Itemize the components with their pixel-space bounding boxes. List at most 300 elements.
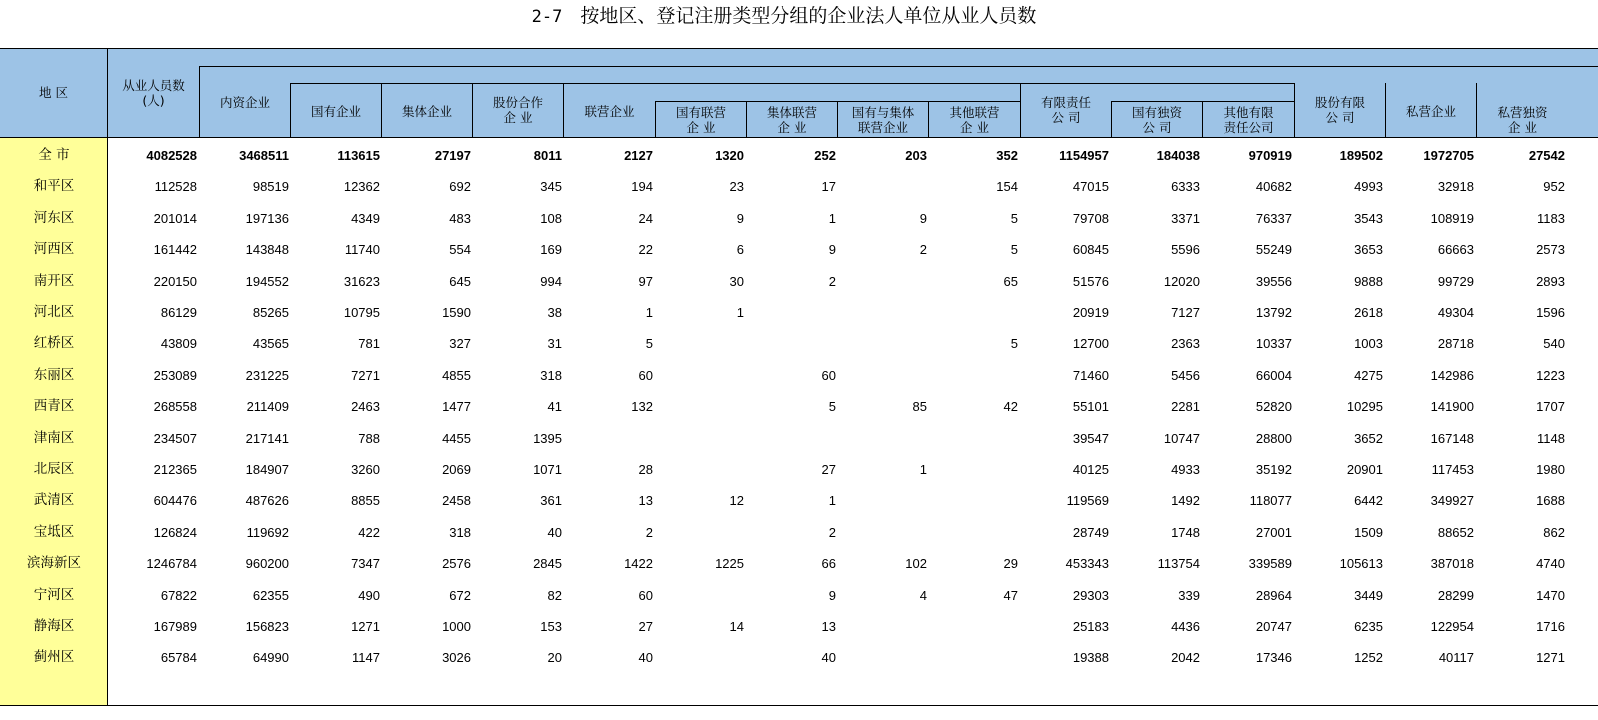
cell-private: 99729 <box>1437 273 1474 289</box>
cell-state-joint: 12 <box>729 493 744 509</box>
cell-joint-stock: 2618 <box>1354 305 1383 320</box>
region-name: 河东区 <box>33 209 75 226</box>
cell-joint-stock: 20901 <box>1346 462 1383 477</box>
cell-limited-liability: 20919 <box>1072 305 1109 320</box>
cell-state-joint <box>656 360 744 391</box>
cell-collective-joint: 9 <box>828 587 836 603</box>
cell-joint: 13 <box>638 493 653 509</box>
table-row <box>0 171 1598 202</box>
cell-domestic: 64990 <box>252 650 289 666</box>
cell-joint-stock: 189502 <box>1339 148 1383 163</box>
cell-state-sole: 12020 <box>1163 273 1200 289</box>
table-row-total <box>0 140 1598 171</box>
cell-collective-joint: 17 <box>821 179 836 195</box>
cell-private: 49304 <box>1437 305 1474 320</box>
cell-joint-stock: 105613 <box>1339 556 1383 572</box>
cell-limited-liability: 25183 <box>1072 619 1109 634</box>
cell-state-sole: 184038 <box>1156 148 1200 163</box>
cell-other-limited: 970919 <box>1248 148 1292 163</box>
cell-joint-stock: 1003 <box>1354 336 1383 352</box>
cell-other-limited: 339589 <box>1248 556 1292 572</box>
cell-private-sole: 1596 <box>1536 305 1565 320</box>
cell-domestic: 3468511 <box>239 148 289 163</box>
cell-collective: 27197 <box>434 148 471 163</box>
cell-state-collective-joint: 4 <box>919 587 927 603</box>
region-name: 武清区 <box>33 492 75 509</box>
region-name: 全 市 <box>38 147 70 163</box>
cell-collective: 692 <box>449 179 471 195</box>
cell-joint-stock: 1252 <box>1354 650 1383 666</box>
cell-state-collective-joint <box>839 642 927 673</box>
cell-total: 234507 <box>153 430 197 446</box>
cell-state-joint: 30 <box>729 273 744 289</box>
cell-collective-joint: 27 <box>821 462 836 477</box>
cell-collective-joint: 5 <box>828 399 836 415</box>
cell-state-owned: 10795 <box>343 305 380 320</box>
cell-other-limited: 35192 <box>1255 462 1292 477</box>
cell-private-sole: 540 <box>1543 336 1565 352</box>
cell-state-owned: 422 <box>358 524 380 540</box>
cell-collective-joint: 1 <box>828 210 836 226</box>
table-row <box>0 454 1598 485</box>
cell-limited-liability: 28749 <box>1072 524 1109 540</box>
cell-other-joint: 352 <box>996 148 1018 163</box>
cell-total: 126824 <box>153 524 197 540</box>
header-level1-line <box>199 66 1598 67</box>
cell-other-limited: 55249 <box>1255 242 1292 258</box>
cell-state-owned: 3260 <box>351 462 380 477</box>
cell-state-sole: 4933 <box>1171 462 1200 477</box>
cell-collective: 4855 <box>442 367 471 383</box>
region-name: 静海区 <box>33 618 75 634</box>
cell-other-joint: 5 <box>1010 210 1018 226</box>
cell-state-owned: 113615 <box>337 148 380 163</box>
cell-limited-liability: 1154957 <box>1059 148 1109 163</box>
region-name: 和平区 <box>33 178 75 195</box>
cell-limited-liability: 71460 <box>1072 367 1109 383</box>
cell-state-sole: 1748 <box>1171 524 1200 540</box>
cell-private: 28718 <box>1437 336 1474 352</box>
cell-state-sole: 339 <box>1178 587 1200 603</box>
table-bottom-border <box>0 705 1598 706</box>
cell-joint: 132 <box>631 399 653 415</box>
cell-collective: 483 <box>449 210 471 226</box>
table-row <box>0 203 1598 234</box>
cell-joint: 60 <box>638 367 653 383</box>
cell-private: 142986 <box>1430 367 1474 383</box>
header-other-joint: 其他联营 企 业 <box>949 104 1000 135</box>
cell-shareholding-coop: 38 <box>547 305 562 320</box>
cell-private-sole: 952 <box>1543 179 1565 195</box>
cell-other-joint <box>930 454 1018 485</box>
region-name: 河北区 <box>33 304 75 320</box>
cell-limited-liability: 12700 <box>1072 336 1109 352</box>
cell-private: 108919 <box>1430 210 1474 226</box>
table-row <box>0 485 1598 516</box>
cell-collective: 2069 <box>442 462 471 477</box>
cell-shareholding-coop: 994 <box>540 273 562 289</box>
cell-state-sole: 4436 <box>1171 619 1200 634</box>
cell-joint-stock: 10295 <box>1346 399 1383 415</box>
cell-collective: 318 <box>449 524 471 540</box>
cell-state-joint: 9 <box>736 210 744 226</box>
cell-state-joint <box>656 391 744 422</box>
cell-domestic: 197136 <box>245 210 289 226</box>
region-name: 河西区 <box>33 241 75 258</box>
cell-joint <box>565 423 653 454</box>
cell-state-joint <box>656 517 744 548</box>
cell-shareholding-coop: 153 <box>540 619 562 634</box>
cell-shareholding-coop: 41 <box>547 399 562 415</box>
cell-collective: 554 <box>449 242 471 258</box>
cell-state-collective-joint <box>839 360 927 391</box>
cell-collective-joint: 60 <box>821 367 836 383</box>
cell-private: 88652 <box>1437 524 1474 540</box>
cell-other-joint <box>930 611 1018 642</box>
cell-private: 387018 <box>1430 556 1474 572</box>
cell-collective: 672 <box>449 587 471 603</box>
cell-joint-stock: 1509 <box>1354 524 1383 540</box>
cell-domestic: 119692 <box>246 524 289 540</box>
table-row <box>0 580 1598 611</box>
cell-collective: 2576 <box>442 556 471 572</box>
cell-joint-stock: 3543 <box>1354 210 1383 226</box>
header-joint: 联营企业 <box>584 103 635 119</box>
cell-joint-stock: 9888 <box>1354 273 1383 289</box>
cell-limited-liability: 51576 <box>1072 273 1109 289</box>
cell-state-joint <box>656 423 744 454</box>
cell-state-collective-joint <box>839 171 927 202</box>
cell-joint-stock: 4275 <box>1354 367 1383 383</box>
cell-private: 28299 <box>1437 587 1474 603</box>
cell-domestic: 98519 <box>252 179 289 195</box>
cell-collective: 1477 <box>442 399 471 415</box>
cell-total: 268558 <box>153 399 197 415</box>
cell-state-joint: 1 <box>736 305 744 320</box>
cell-joint-stock: 4993 <box>1354 179 1383 195</box>
cell-other-joint: 29 <box>1003 556 1018 572</box>
cell-collective: 1590 <box>442 305 471 320</box>
cell-joint: 5 <box>645 336 653 352</box>
cell-state-owned: 1271 <box>351 619 380 634</box>
cell-state-joint: 1320 <box>715 148 744 163</box>
cell-state-sole: 10747 <box>1163 430 1200 446</box>
cell-joint-stock: 6235 <box>1354 619 1383 634</box>
cell-other-limited: 13792 <box>1255 305 1292 320</box>
cell-other-limited: 28800 <box>1255 430 1292 446</box>
header-domestic: 内资企业 <box>219 94 270 110</box>
cell-shareholding-coop: 20 <box>547 650 562 666</box>
cell-collective-joint: 2 <box>828 524 836 540</box>
header-state-collective-joint: 国有与集体 联营企业 <box>851 104 915 135</box>
table-title-text: 按地区、登记注册类型分组的企业法人单位从业人员数 <box>580 5 1037 27</box>
header-collective: 集体企业 <box>401 103 452 119</box>
header-level2-line <box>290 83 1294 84</box>
cell-state-collective-joint: 203 <box>905 148 927 163</box>
table-row <box>0 297 1598 328</box>
region-name: 津南区 <box>33 429 75 446</box>
cell-joint: 2 <box>645 524 653 540</box>
region-name: 宁河区 <box>33 586 75 603</box>
cell-state-owned: 7347 <box>351 556 380 572</box>
cell-shareholding-coop: 1071 <box>533 462 562 477</box>
cell-other-joint <box>930 485 1018 516</box>
cell-state-sole: 2042 <box>1171 650 1200 666</box>
cell-domestic: 211409 <box>246 399 289 415</box>
cell-state-collective-joint: 1 <box>919 462 927 477</box>
table-row <box>0 517 1598 548</box>
cell-private: 349927 <box>1430 493 1474 509</box>
cell-domestic: 217141 <box>245 430 289 446</box>
cell-state-collective-joint <box>839 611 927 642</box>
cell-other-joint <box>930 642 1018 673</box>
header-state-joint: 国有联营 企 业 <box>675 104 726 135</box>
header-other-limited: 其他有限 责任公司 <box>1223 104 1274 135</box>
cell-other-limited: 40682 <box>1255 179 1292 195</box>
cell-state-owned: 7271 <box>351 367 380 383</box>
cell-state-owned: 1147 <box>352 650 380 666</box>
cell-joint: 24 <box>638 210 653 226</box>
table-row <box>0 360 1598 391</box>
cell-collective-joint: 66 <box>821 556 836 572</box>
cell-total: 86129 <box>160 305 197 320</box>
cell-total: 161442 <box>153 242 197 258</box>
cell-private-sole: 27542 <box>1528 148 1565 163</box>
header-region: 地 区 <box>39 85 68 100</box>
cell-state-joint <box>656 580 744 611</box>
table-row <box>0 266 1598 297</box>
cell-state-collective-joint: 9 <box>919 210 927 226</box>
cell-limited-liability: 55101 <box>1072 399 1109 415</box>
cell-private-sole: 4740 <box>1536 556 1565 572</box>
cell-other-limited: 10337 <box>1255 336 1292 352</box>
cell-private: 66663 <box>1437 242 1474 258</box>
header-limited-liability: 有限责任 公 司 <box>1040 95 1091 125</box>
cell-state-sole: 5596 <box>1171 242 1200 258</box>
cell-collective: 3026 <box>442 650 471 666</box>
cell-state-collective-joint <box>839 328 927 359</box>
cell-limited-liability: 60845 <box>1072 242 1109 258</box>
cell-joint: 27 <box>638 619 653 634</box>
cell-other-joint: 5 <box>1010 242 1018 258</box>
cell-state-sole: 7127 <box>1171 305 1200 320</box>
cell-private-sole: 2893 <box>1536 273 1565 289</box>
cell-collective-joint: 252 <box>814 148 836 163</box>
cell-collective-joint <box>747 297 836 328</box>
table-row <box>0 548 1598 579</box>
cell-state-collective-joint <box>839 517 927 548</box>
cell-other-limited: 27001 <box>1255 524 1292 540</box>
cell-state-owned: 12362 <box>343 179 380 195</box>
cell-shareholding-coop: 345 <box>540 179 562 195</box>
cell-state-sole: 6333 <box>1171 179 1200 195</box>
cell-other-limited: 20747 <box>1255 619 1292 634</box>
cell-domestic: 43565 <box>252 336 289 352</box>
cell-state-sole: 2281 <box>1171 399 1200 415</box>
cell-state-collective-joint <box>839 423 927 454</box>
cell-private-sole: 1980 <box>1536 462 1565 477</box>
table-row <box>0 391 1598 422</box>
cell-state-collective-joint <box>839 485 927 516</box>
cell-shareholding-coop: 318 <box>540 367 562 383</box>
cell-other-limited: 28964 <box>1255 587 1292 603</box>
cell-other-limited: 52820 <box>1255 399 1292 415</box>
cell-total: 201014 <box>153 210 197 226</box>
cell-joint: 60 <box>638 587 653 603</box>
cell-shareholding-coop: 31 <box>547 336 562 352</box>
cell-shareholding-coop: 108 <box>540 210 562 226</box>
cell-state-joint: 1225 <box>715 556 744 572</box>
cell-domestic: 156823 <box>245 619 289 634</box>
cell-private-sole: 1688 <box>1536 493 1565 509</box>
cell-joint: 22 <box>638 242 653 258</box>
table-row <box>0 642 1598 673</box>
cell-total: 43809 <box>160 336 197 352</box>
cell-collective-joint: 1 <box>828 493 836 509</box>
cell-collective: 2458 <box>442 493 471 509</box>
cell-joint: 40 <box>638 650 653 666</box>
cell-limited-liability: 453343 <box>1065 556 1109 572</box>
cell-private: 167148 <box>1430 430 1474 446</box>
cell-private-sole: 2573 <box>1536 242 1565 258</box>
cell-shareholding-coop: 2845 <box>533 556 562 572</box>
cell-private-sole: 1148 <box>1537 430 1565 446</box>
cell-private-sole: 1716 <box>1536 619 1565 634</box>
cell-domestic: 143848 <box>245 242 289 258</box>
cell-shareholding-coop: 82 <box>547 587 562 603</box>
cell-limited-liability: 29303 <box>1072 587 1109 603</box>
cell-state-owned: 4349 <box>351 210 380 226</box>
cell-collective: 645 <box>449 273 471 289</box>
cell-joint: 1422 <box>624 556 653 572</box>
cell-state-sole: 5456 <box>1171 367 1200 383</box>
header-joint-stock: 股份有限 公 司 <box>1314 95 1365 125</box>
cell-limited-liability: 119569 <box>1066 493 1109 509</box>
region-name: 西青区 <box>33 398 75 415</box>
cell-total: 4082528 <box>146 148 197 163</box>
cell-shareholding-coop: 40 <box>547 524 562 540</box>
cell-domestic: 62355 <box>252 587 289 603</box>
cell-other-joint: 65 <box>1003 273 1018 289</box>
cell-collective-joint: 2 <box>828 273 836 289</box>
cell-domestic: 487626 <box>245 493 289 509</box>
cell-joint: 194 <box>631 179 653 195</box>
cell-total: 604476 <box>153 493 197 509</box>
cell-state-sole: 1492 <box>1171 493 1200 509</box>
cell-private-sole: 1470 <box>1536 587 1565 603</box>
cell-joint: 1 <box>645 305 653 320</box>
cell-limited-liability: 47015 <box>1072 179 1109 195</box>
cell-collective-joint: 40 <box>821 650 836 666</box>
cell-other-joint: 154 <box>996 179 1018 195</box>
header-bottom-border <box>0 137 1598 138</box>
cell-total: 167989 <box>153 619 197 634</box>
cell-state-owned: 11740 <box>344 242 380 258</box>
cell-total: 212365 <box>153 462 197 477</box>
data-table <box>0 48 1598 708</box>
cell-other-limited: 118077 <box>1249 493 1292 509</box>
cell-joint-stock: 6442 <box>1354 493 1383 509</box>
cell-private-sole: 1271 <box>1536 650 1565 666</box>
cell-collective: 4455 <box>442 430 471 446</box>
cell-state-owned: 31623 <box>343 273 380 289</box>
cell-joint: 28 <box>638 462 653 477</box>
cell-private: 32918 <box>1437 179 1474 195</box>
cell-other-limited: 39556 <box>1255 273 1292 289</box>
cell-joint: 97 <box>638 273 653 289</box>
cell-domestic: 85265 <box>252 305 289 320</box>
header-state-sole: 国有独资 公 司 <box>1131 104 1182 135</box>
cell-state-joint: 6 <box>736 242 744 258</box>
cell-domestic: 184907 <box>245 462 289 477</box>
cell-state-joint <box>656 642 744 673</box>
cell-shareholding-coop: 1395 <box>533 430 562 446</box>
cell-state-joint: 23 <box>729 179 744 195</box>
cell-shareholding-coop: 361 <box>540 493 562 509</box>
cell-private-sole: 1707 <box>1536 399 1565 415</box>
cell-state-joint <box>656 454 744 485</box>
cell-private-sole: 1223 <box>1536 367 1565 383</box>
cell-other-joint: 42 <box>1003 399 1018 415</box>
cell-private: 1972705 <box>1423 148 1474 163</box>
table-row <box>0 234 1598 265</box>
cell-state-owned: 490 <box>358 587 380 603</box>
cell-total: 65784 <box>160 650 197 666</box>
cell-other-limited: 76337 <box>1255 210 1292 226</box>
header-state-owned: 国有企业 <box>310 103 361 119</box>
cell-domestic: 960200 <box>245 556 289 572</box>
cell-joint-stock: 3449 <box>1354 587 1383 603</box>
cell-total: 253089 <box>153 367 197 383</box>
table-row <box>0 423 1598 454</box>
region-name: 红桥区 <box>33 335 75 352</box>
table-number: 2-7 <box>531 7 563 27</box>
header-private-sole: 私营独资 企 业 <box>1497 104 1548 135</box>
cell-state-owned: 781 <box>358 336 380 352</box>
cell-other-limited: 66004 <box>1255 367 1292 383</box>
cell-collective-joint <box>747 423 836 454</box>
region-name: 北辰区 <box>33 461 75 477</box>
cell-state-owned: 8855 <box>351 493 380 509</box>
cell-joint-stock: 3653 <box>1354 242 1383 258</box>
cell-limited-liability: 39547 <box>1072 430 1109 446</box>
region-name: 东丽区 <box>33 366 75 383</box>
cell-other-joint <box>930 360 1018 391</box>
cell-total: 112528 <box>154 179 197 195</box>
cell-collective: 327 <box>449 336 471 352</box>
cell-state-sole: 113754 <box>1157 556 1200 572</box>
cell-state-joint: 14 <box>729 619 744 634</box>
cell-total: 1246784 <box>146 556 197 572</box>
cell-private: 141900 <box>1430 399 1474 415</box>
cell-limited-liability: 79708 <box>1072 210 1109 226</box>
cell-domestic: 231225 <box>245 367 289 383</box>
cell-state-collective-joint: 2 <box>919 242 927 258</box>
cell-total: 220150 <box>153 273 197 289</box>
header-collective-joint: 集体联营 企 业 <box>766 104 817 135</box>
cell-shareholding-coop: 169 <box>540 242 562 258</box>
cell-other-joint <box>930 423 1018 454</box>
region-name: 蓟州区 <box>33 649 75 666</box>
cell-total: 67822 <box>160 587 197 603</box>
cell-state-collective-joint: 85 <box>912 399 927 415</box>
header-top-border <box>0 48 1598 49</box>
cell-joint-stock: 3652 <box>1354 430 1383 446</box>
cell-state-collective-joint: 102 <box>905 556 927 572</box>
cell-private: 40117 <box>1438 650 1474 666</box>
cell-other-joint: 5 <box>1010 336 1018 352</box>
cell-other-joint <box>930 517 1018 548</box>
